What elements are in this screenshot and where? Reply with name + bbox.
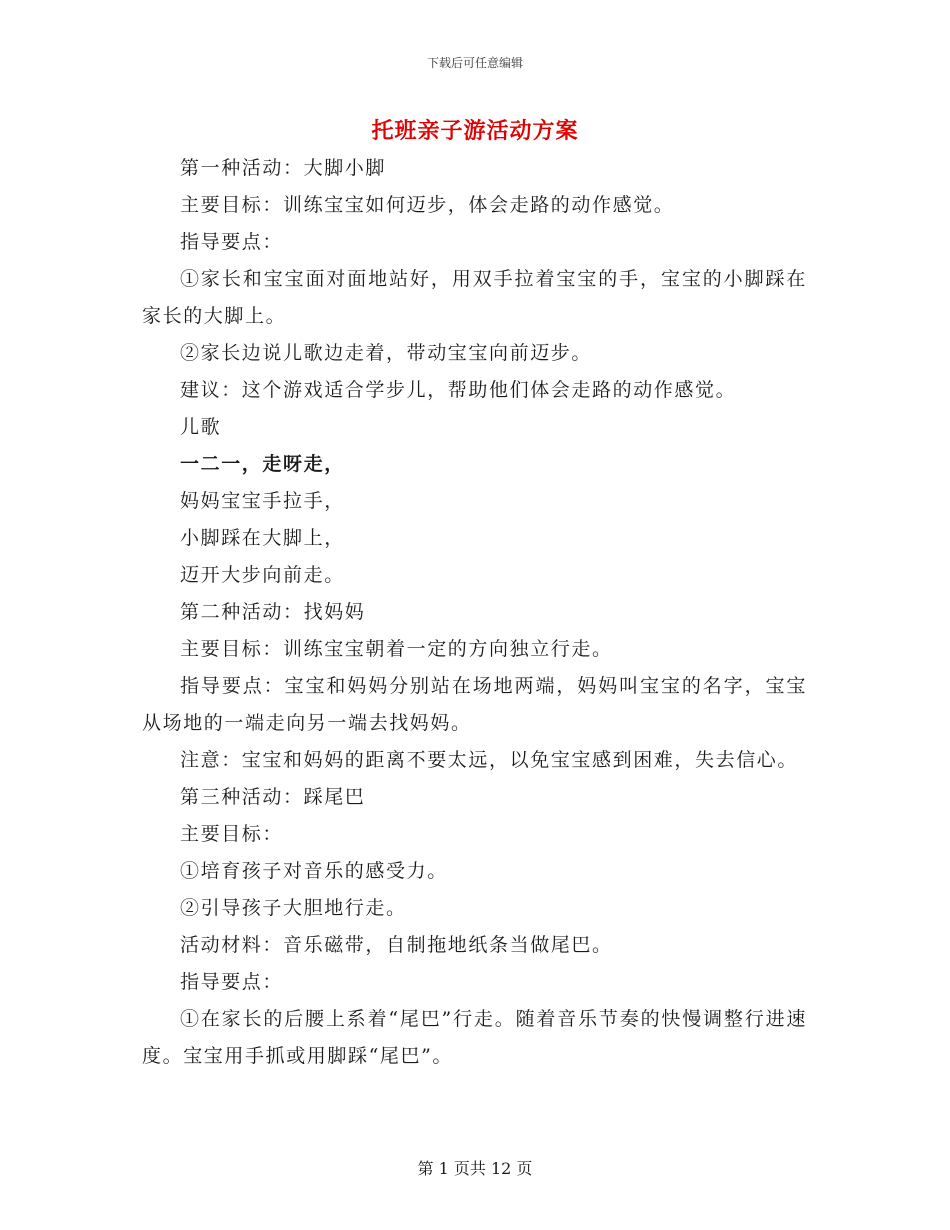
paragraph: ②家长边说儿歌边走着，带动宝宝向前迈步。 xyxy=(180,342,593,364)
paragraph: 妈妈宝宝手拉手， xyxy=(180,490,345,512)
paragraph: 指导要点： xyxy=(180,971,284,993)
paragraph: 指导要点：宝宝和妈妈分别站在场地两端，妈妈叫宝宝的名字，宝宝从场地的一端走向另一端去找妈妈。 xyxy=(142,675,807,734)
paragraph: 注意：宝宝和妈妈的距离不要太远，以免宝宝感到困难，失去信心。 xyxy=(180,749,799,771)
paragraph: 一二一，走呀走， xyxy=(180,453,345,475)
paragraph: 儿歌 xyxy=(180,416,222,438)
paragraph: 建议：这个游戏适合学步儿，帮助他们体会走路的动作感觉。 xyxy=(180,379,737,401)
paragraph: 主要目标：训练宝宝朝着一定的方向独立行走。 xyxy=(180,638,613,660)
paragraph: ①家长和宝宝面对面地站好，用双手拉着宝宝的手，宝宝的小脚踩在家长的大脚上。 xyxy=(142,268,807,327)
paragraph: 第二种活动：找妈妈 xyxy=(180,601,366,623)
paragraph: ②引导孩子大胆地行走。 xyxy=(180,897,407,919)
paragraph: 迈开大步向前走。 xyxy=(180,564,345,586)
paragraph: 第三种活动：踩尾巴 xyxy=(180,786,366,808)
page-number: 第 1 页共 12 页 xyxy=(417,1159,533,1178)
document-body xyxy=(142,150,807,1075)
paragraph: ①在家长的后腰上系着“尾巴”行走。随着音乐节奏的快慢调整行进速度。宝宝用手抓或用脚踩“尾巴”。 xyxy=(142,1008,807,1067)
paragraph: 指导要点： xyxy=(180,231,284,253)
document-title: 托班亲子游活动方案 xyxy=(371,118,579,144)
paragraph: 小脚踩在大脚上， xyxy=(180,527,345,549)
paragraph: ①培育孩子对音乐的感受力。 xyxy=(180,860,448,882)
page-header-note: 下载后可任意编辑 xyxy=(426,56,523,70)
paragraph: 主要目标：训练宝宝如何迈步，体会走路的动作感觉。 xyxy=(180,194,675,216)
paragraph: 活动材料：音乐磁带，自制拖地纸条当做尾巴。 xyxy=(180,934,613,956)
paragraph: 主要目标： xyxy=(180,823,284,845)
paragraph: 第一种活动：大脚小脚 xyxy=(180,157,387,179)
